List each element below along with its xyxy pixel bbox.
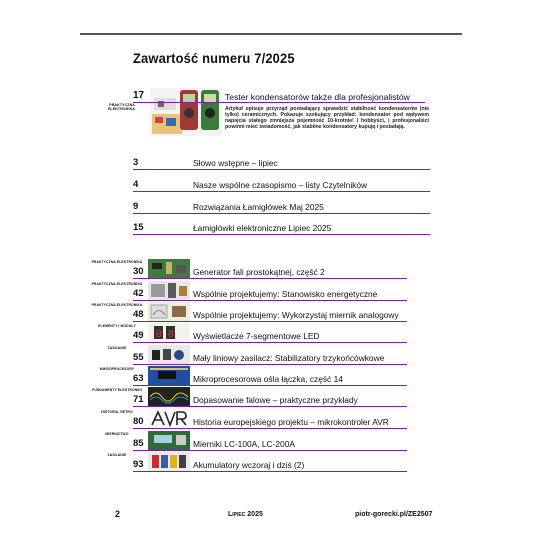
entry-page-number: 63 <box>133 373 144 384</box>
thumbnail-linear-power-supply <box>148 345 190 364</box>
entry-title[interactable]: Mały liniowy zasilacz: Stabilizatory trzykońcówkowe <box>193 353 385 363</box>
toc-entry[interactable] <box>133 201 433 215</box>
entry-underline <box>133 364 407 365</box>
entry-page-number: 93 <box>133 459 144 470</box>
entry-underline <box>133 278 407 279</box>
entry-title[interactable]: Wyświetlacze 7-segmentowe LED <box>193 331 320 341</box>
entry-title[interactable]: Rozwiązania Łamigłówek Maj 2025 <box>193 202 324 212</box>
entry-underline <box>133 471 407 472</box>
entry-underline <box>133 450 407 451</box>
toc-image-entry[interactable] <box>88 387 433 407</box>
entry-category: FUNDAMENTY ELEKTRONIKI <box>92 388 142 392</box>
thumbnail-avr-logo <box>148 409 190 428</box>
entry-title[interactable]: Słowo wstępne – lipiec <box>193 158 278 168</box>
thumbnail-energy-station <box>148 281 190 300</box>
entry-category: MIERNICTWO <box>105 432 129 436</box>
entry-category: ELEMENTY I MODUŁY <box>98 324 136 328</box>
entry-page-number: 85 <box>133 438 144 449</box>
entry-underline <box>133 428 407 429</box>
entry-title[interactable]: Mierniki LC-100A, LC-200A <box>193 439 295 449</box>
entry-category: PRAKTYCZNA ELEKTRONIKA <box>91 282 143 286</box>
entry-title[interactable]: Akumulatory wczoraj i dziś (2) <box>193 460 305 470</box>
entry-page-number: 3 <box>133 157 139 168</box>
thumbnail-analog-meter <box>148 302 190 321</box>
toc-image-entry[interactable] <box>88 345 433 365</box>
entry-underline <box>133 191 430 192</box>
page-title: Zawartość numeru 7/2025 <box>133 50 295 66</box>
entry-category: PRAKTYCZNA ELEKTRONIKA <box>91 303 143 307</box>
toc-entry[interactable] <box>133 222 433 236</box>
thumbnail-circuit-board <box>148 259 190 278</box>
footer-website-link[interactable]: piotr-gorecki.pl/ZE2507 <box>355 511 433 518</box>
featured-description: Artykuł opisuje przyrząd pozwalający sprawdzić stabilność kondensatorów (nie tylko) ceramicznych. Pokazuje szokujący przykład: kondensator pod wpływem napięcia stałego zmniejsza pojemność 10-krotnie! I hobbyści, i profesjonaliści powinni mieć świadomość, jak stabilne kondensatory kupują i posiadają. <box>225 106 429 131</box>
toc-image-entry[interactable] <box>88 281 433 301</box>
toc-image-entry[interactable] <box>88 259 433 279</box>
entry-page-number: 55 <box>133 352 144 363</box>
entry-underline <box>133 169 430 170</box>
entry-category: ZASILANIE <box>107 346 127 350</box>
featured-page-number: 17 <box>133 90 145 101</box>
entry-title[interactable]: Nasze wspólne czasopismo – listy Czytelników <box>193 180 368 190</box>
entry-page-number: 80 <box>133 416 144 427</box>
entry-category: HISTORIA, RETRO <box>101 410 133 414</box>
toc-image-entry[interactable] <box>88 302 433 322</box>
entry-title[interactable]: Historia europejskiego projektu – mikrokontroler AVR <box>193 417 389 427</box>
entry-underline <box>133 406 407 407</box>
entry-category: MIKROPROCESORY <box>99 367 135 371</box>
entry-underline <box>133 342 407 343</box>
entry-page-number: 49 <box>133 330 144 341</box>
entry-title[interactable]: Generator fali prostokątnej, część 2 <box>193 267 325 277</box>
svg-text:8: 8 <box>168 329 174 340</box>
entry-page-number: 9 <box>133 201 139 212</box>
svg-text:8: 8 <box>156 329 162 340</box>
entry-underline <box>133 385 407 386</box>
entry-title[interactable]: Wspólnie projektujemy: Wykorzystaj miernik analogowy <box>193 310 399 320</box>
entry-page-number: 30 <box>133 266 144 277</box>
entry-underline <box>133 300 407 301</box>
toc-entry[interactable] <box>133 179 433 193</box>
toc-entry[interactable] <box>133 157 433 171</box>
entry-title[interactable]: Łamigłówki elektroniczne Lipiec 2025 <box>193 223 332 233</box>
entry-page-number: 71 <box>133 394 144 405</box>
entry-page-number: 42 <box>133 288 144 299</box>
thumbnail-oscilloscope <box>148 387 190 406</box>
thumbnail-lc-meter <box>148 431 190 450</box>
toc-image-entry[interactable] <box>88 366 433 386</box>
featured-underline <box>133 102 425 103</box>
entry-category: ZASILANIE <box>107 453 127 457</box>
featured-category: PRAKTYCZNA ELEKTRONIKA <box>107 103 135 111</box>
entry-underline <box>133 213 430 214</box>
entry-title[interactable]: Wspólnie projektujemy: Stanowisko energetyczne <box>193 289 378 299</box>
toc-image-entry[interactable] <box>88 431 433 451</box>
thumbnail-microcontroller-board <box>148 366 190 385</box>
top-rule <box>80 33 462 35</box>
thumbnail-batteries <box>148 452 190 471</box>
toc-image-entry[interactable] <box>88 409 433 429</box>
featured-title-link[interactable]: Tester kondensatorów także dla profesjonalistów <box>225 92 410 102</box>
thumbnail-7-segment-display <box>148 323 190 342</box>
featured-photo-multimeters <box>150 88 222 136</box>
entry-underline <box>133 321 407 322</box>
entry-title[interactable]: Mikroprocesorowa ośla łączka, część 14 <box>193 374 343 384</box>
entry-page-number: 48 <box>133 309 144 320</box>
toc-image-entry[interactable] <box>88 323 433 343</box>
entry-underline <box>133 234 430 235</box>
footer-issue: Lipiec 2025 <box>228 511 263 518</box>
entry-category: PRAKTYCZNA ELEKTRONIKA <box>91 260 143 264</box>
entry-page-number: 4 <box>133 179 139 190</box>
entry-title[interactable]: Dopasowanie falowe – praktyczne przykłady <box>193 395 358 405</box>
entry-page-number: 15 <box>133 222 144 233</box>
toc-image-entry[interactable] <box>88 452 433 472</box>
footer-page-number: 2 <box>115 509 121 519</box>
